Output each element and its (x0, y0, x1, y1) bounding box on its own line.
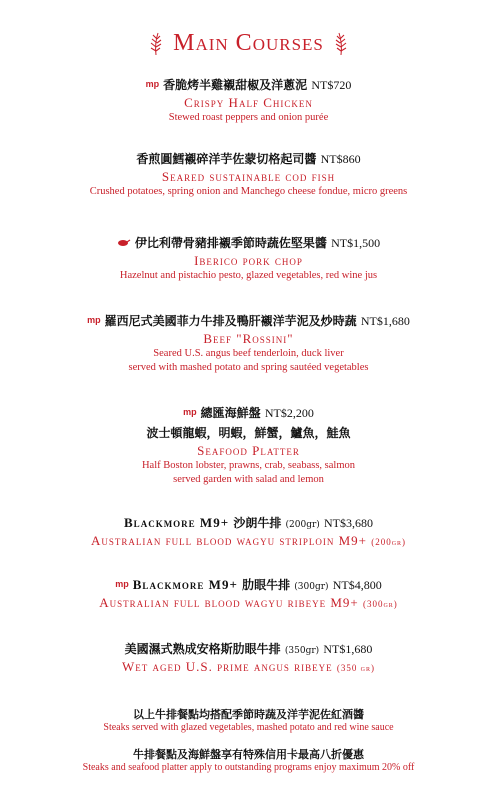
mp-badge: mp (145, 79, 160, 89)
dish-name-en: Seafood Platter (197, 443, 300, 458)
sprig-icon (147, 31, 163, 57)
sprig-icon (334, 31, 350, 57)
dish-price: NT$1,680 (360, 314, 410, 328)
menu-item (0, 234, 497, 283)
dish-name-zh: 香脆烤半雞襯甜椒及洋蔥泥 (163, 78, 308, 92)
dish-description: Hazelnut and pistachio pesto, glazed vegetables, red wine jus (119, 270, 378, 281)
dish-description: Half Boston lobster, prawns, crab, seabass, salmon (141, 460, 356, 471)
dish-name-zh: 肋眼牛排 (242, 578, 291, 592)
title-row (0, 30, 497, 57)
footer-note (0, 746, 497, 773)
dish-name-en: Wet aged U.S. prime angus ribeye (122, 659, 333, 674)
dish-weight: (350gr) (284, 646, 320, 656)
dish-name-zh: 伊比利帶骨豬排襯季節時蔬佐堅果醬 (134, 236, 327, 250)
spicy-pepper-icon (117, 238, 131, 247)
dish-price: NT$1,680 (323, 642, 373, 656)
dish-weight-en: (300gr) (362, 599, 398, 609)
footer-note (0, 706, 497, 733)
menu-item (0, 312, 497, 375)
dish-price: NT$3,680 (323, 516, 373, 530)
steak-item (0, 576, 497, 611)
dish-name-zh: 美國濕式熟成安格斯肋眼牛排 (124, 642, 281, 656)
dish-description: served with mashed potato and spring sautéed vegetables (128, 362, 369, 373)
dish-name-zh: 總匯海鮮盤 (200, 406, 261, 420)
dish-name-zh: 香煎圓鱈襯碎洋芋佐蒙切格起司醬 (136, 152, 317, 166)
steak-brand: Blackmore M9+ (132, 577, 238, 592)
footer-note-zh: 牛排餐點及海鮮盤享有特殊信用卡最高八折優惠 (133, 748, 364, 761)
menu-item (0, 150, 497, 199)
dish-subtitle-zh: 波士頓龍蝦，明蝦，鮮蟹，鱸魚，鮭魚 (146, 426, 351, 440)
dish-weight: (300gr) (294, 582, 329, 592)
menu-item (0, 76, 497, 125)
page-title: Main Courses (173, 30, 324, 56)
footer-note-en: Steaks and seafood platter apply to outstanding programs enjoy maximum 20% off (82, 762, 415, 773)
mp-badge: mp (115, 579, 129, 589)
dish-name-en: Seared sustainable cod fish (161, 169, 336, 184)
dish-name-zh: 羅西尼式美國菲力牛排及鴨肝襯洋芋泥及炒時蔬 (104, 314, 357, 328)
footer-note-zh: 以上牛排餐點均搭配季節時蔬及洋芋泥佐紅酒醬 (133, 708, 364, 721)
mp-badge: mp (183, 407, 197, 417)
dish-name-en: Crispy Half Chicken (184, 95, 313, 110)
dish-name-en: Australian full blood wagyu striploin M9+ (90, 533, 367, 548)
steak-brand: Blackmore M9+ (124, 515, 230, 530)
dish-description: served garden with salad and lemon (173, 474, 324, 485)
dish-price: NT$720 (311, 78, 352, 92)
dish-name-en: Australian full blood wagyu ribeye M9+ (99, 595, 359, 610)
dish-price: NT$2,200 (264, 406, 314, 420)
dish-weight-en: (350 gr) (336, 663, 375, 673)
dish-price: NT$1,500 (331, 236, 381, 250)
dish-description: Stewed roast peppers and onion purée (168, 112, 329, 123)
dish-weight: (200gr) (285, 520, 320, 530)
dish-name-en: Iberico pork chop (194, 253, 303, 268)
dish-description: Seared U.S. angus beef tenderloin, duck liver (153, 348, 344, 359)
dish-price: NT$860 (320, 152, 361, 166)
footer-note-en: Steaks served with glazed vegetables, mashed potato and red wine sauce (103, 722, 394, 733)
menu-item (0, 404, 497, 487)
dish-name-en: Beef "Rossini" (203, 331, 294, 346)
steak-item (0, 640, 497, 675)
dish-weight-en: (200gr) (371, 537, 407, 547)
dish-description: Crushed potatoes, spring onion and Manchego cheese fondue, micro greens (89, 186, 408, 197)
steak-item (0, 514, 497, 549)
dish-price: NT$4,800 (332, 578, 382, 592)
mp-badge: mp (87, 315, 101, 325)
dish-name-zh: 沙朗牛排 (233, 516, 282, 530)
